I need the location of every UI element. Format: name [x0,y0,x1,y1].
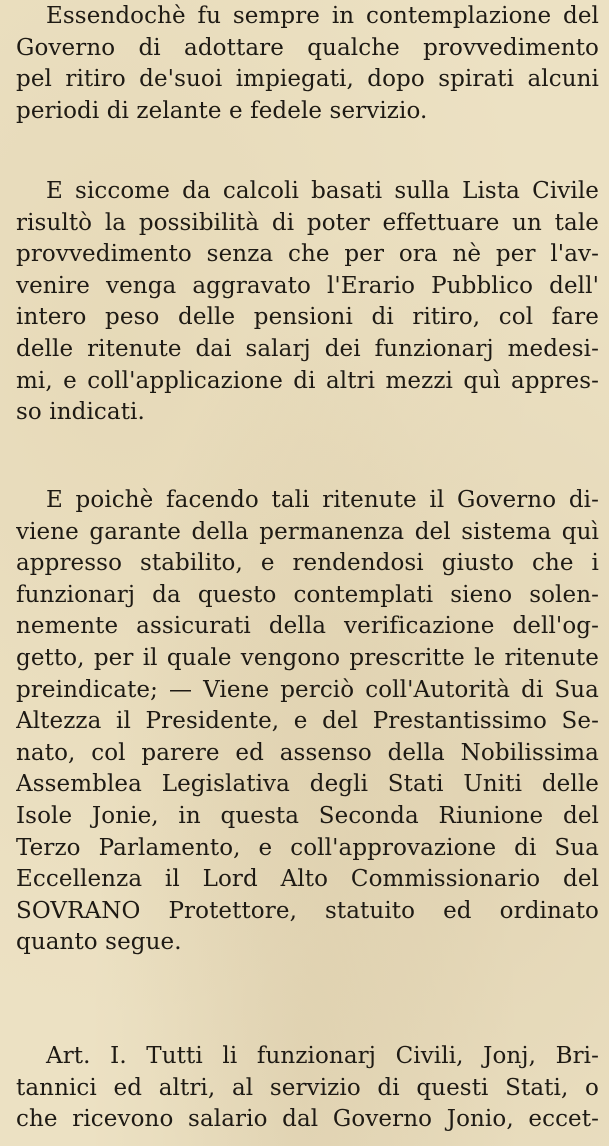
text-line: periodi di zelante e fedele servizio. [16,97,428,124]
text-line: intero peso delle pensioni di ritiro, col fare [16,304,599,331]
text-line: E siccome da calcoli basati sulla Lista Civile [46,178,599,204]
text-line: Altezza il Presidente, e del Prestantissimo Se- [16,708,599,735]
text-line: tannici ed altri, al servizio di questi Stati, o [16,1074,599,1101]
text-line: che ricevono salario dal Governo Jonio, eccet- [16,1106,599,1133]
text-line: SOVRANO Protettore, statuito ed ordinato [16,897,599,924]
text-line: getto, per il quale vengono prescritte le ritenute [16,644,599,671]
text-line: pel ritiro de'suoi impiegati, dopo spirati alcuni [16,66,599,93]
text-line: funzionarj da questo contemplati sieno solen- [16,581,599,608]
text-line: Art. I. Tutti li funzionarj Civili, Jonj, Bri- [46,1043,599,1069]
text-line: quanto segue. [16,929,182,956]
text-line: risultò la possibilità di poter effettuare un tale [16,209,599,236]
paragraph-preamble-2 [16,176,599,429]
text-line: Assemblea Legislativa degli Stati Uniti delle [16,771,599,798]
text-line: nato, col parere ed assenso della Nobilissima [16,739,599,766]
text-line: appresso stabilito, e rendendosi giusto che i [16,550,599,577]
text-line: E poichè facendo tali ritenute il Governo di- [46,487,599,513]
text-line: Eccellenza il Lord Alto Commissionario del [16,866,599,893]
text-line: Isole Jonie, in questa Seconda Riunione del [16,802,599,829]
text-line: delle ritenute dai salarj dei funzionarj medesi- [16,335,599,362]
text-line: preindicate; — Viene perciò coll'Autorità di Sua [16,676,599,703]
text-line: provvedimento senza che per ora nè per l'av- [16,241,599,268]
text-line: mi, e coll'applicazione di altri mezzi quì appres- [16,367,599,394]
text-line: Governo di adottare qualche provvedimento [16,34,599,61]
text-line: viene garante della permanenza del sistema quì [16,518,599,545]
paragraph-article-1 [16,1041,599,1136]
paragraph-preamble-3 [16,485,599,959]
text-line: so indicati. [16,399,145,426]
text-line: Essendochè fu sempre in contemplazione del [46,3,599,29]
text-line: Terzo Parlamento, e coll'approvazione di Sua [16,834,599,861]
paragraph-preamble-1 [16,1,599,127]
text-line: nemente assicurati della verificazione dell'og- [16,613,599,640]
text-line: venire venga aggravato l'Erario Pubblico dell' [16,272,599,299]
